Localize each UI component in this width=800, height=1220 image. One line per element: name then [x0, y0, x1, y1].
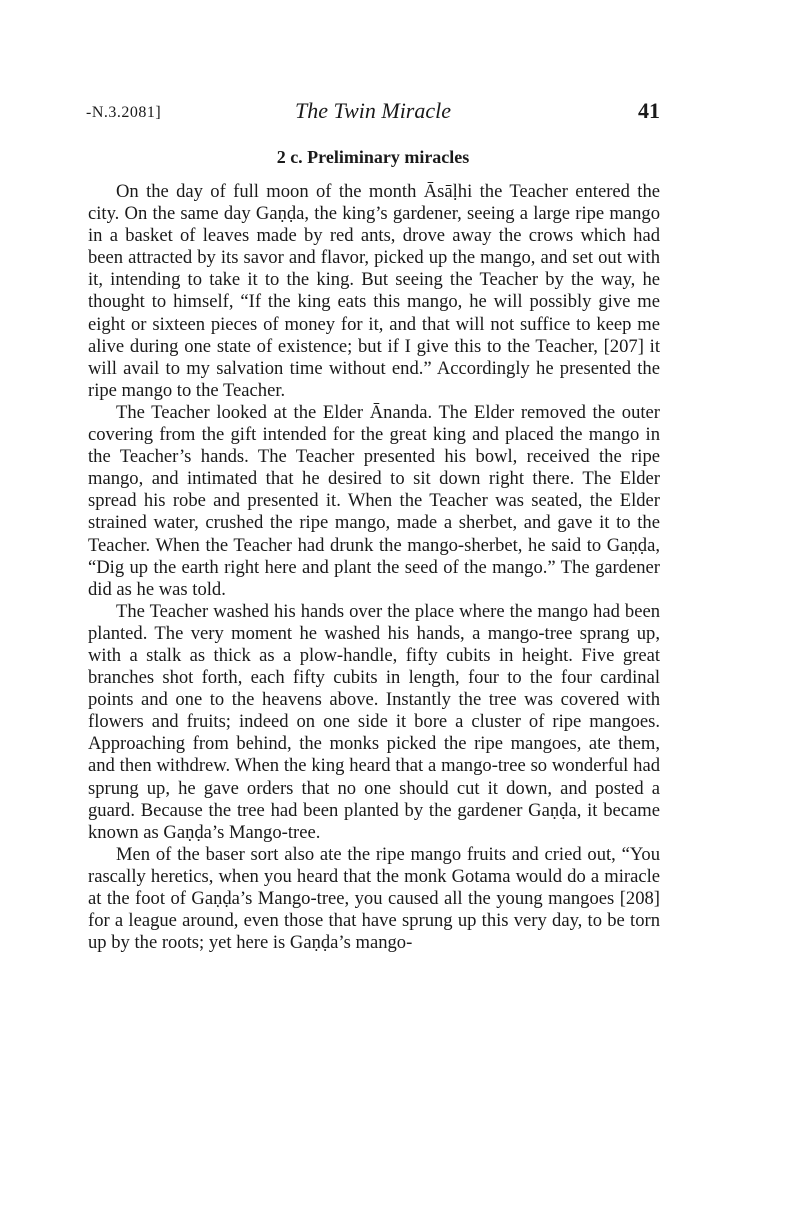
- page-number: 41: [638, 98, 660, 123]
- paragraph: Men of the baser sort also ate the ripe mango fruits and cried out, “You rascally heretics, when you heard that the monk Gotama would do a miracle at the foot of Gaṇḍa’s Mango-tree, you caused all the young mangoes [208] for a league around, even those that have sprung up this very day, to be torn up by the roots; yet here is Gaṇḍa’s mango-: [88, 843, 660, 954]
- paragraph: The Teacher looked at the Elder Ānanda. The Elder removed the outer covering from the gift intended for the great king and placed the mango in the Teacher’s hands. The Teacher presented his bowl, received the ripe mango, and intimated that he desired to sit down right there. The Elder spread his robe and presented it. When the Teacher was seated, the Elder strained water, crushed the ripe mango, made a sherbet, and gave it to the Teacher. When the Teacher had drunk the mango-sherbet, he said to Gaṇḍa, “Dig up the earth right here and plant the seed of the mango.” The gardener did as he was told.: [88, 401, 660, 600]
- running-head-title: The Twin Miracle: [294, 98, 452, 123]
- running-head: [86, 98, 660, 128]
- running-head-reference: -N.3.2081]: [86, 104, 162, 121]
- paragraph: On the day of full moon of the month Āsāḷhi the Teacher entered the city. On the same day Gaṇḍa, the king’s gardener, seeing a large ripe mango in a basket of leaves made by red ants, drove away the crows which had been attracted by its savor and flavor, picked up the mango, and set out with it, intending to take it to the king. But seeing the Teacher by the way, he thought to himself, “If the king eats this mango, he will possibly give me eight or sixteen pieces of money for it, and that will not suffice to keep me alive during one state of existence; but if I give this to the Teacher, [207] it will avail to my salvation time without end.” Accordingly he presented the ripe mango to the Teacher.: [88, 181, 660, 401]
- section-heading: 2 c. Preliminary miracles: [276, 147, 470, 167]
- paragraph: The Teacher washed his hands over the place where the mango had been planted. The very moment he washed his hands, a mango-tree sprang up, with a stalk as thick as a plow-handle, fifty cubits in height. Five great branches shot forth, each fifty cubits in length, four to the four cardinal points and one to the heavens above. Instantly the tree was covered with flowers and fruits; indeed on one side it bore a cluster of ripe mangoes. Approaching from behind, the monks picked the ripe mangoes, ate them, and then withdrew. When the king heard that a mango-tree so wonderful had sprung up, he gave orders that no one should cut it down, and posted a guard. Because the tree had been planted by the gardener Gaṇḍa, it became known as Gaṇḍa’s Mango-tree.: [88, 600, 660, 843]
- body-text: [88, 181, 660, 954]
